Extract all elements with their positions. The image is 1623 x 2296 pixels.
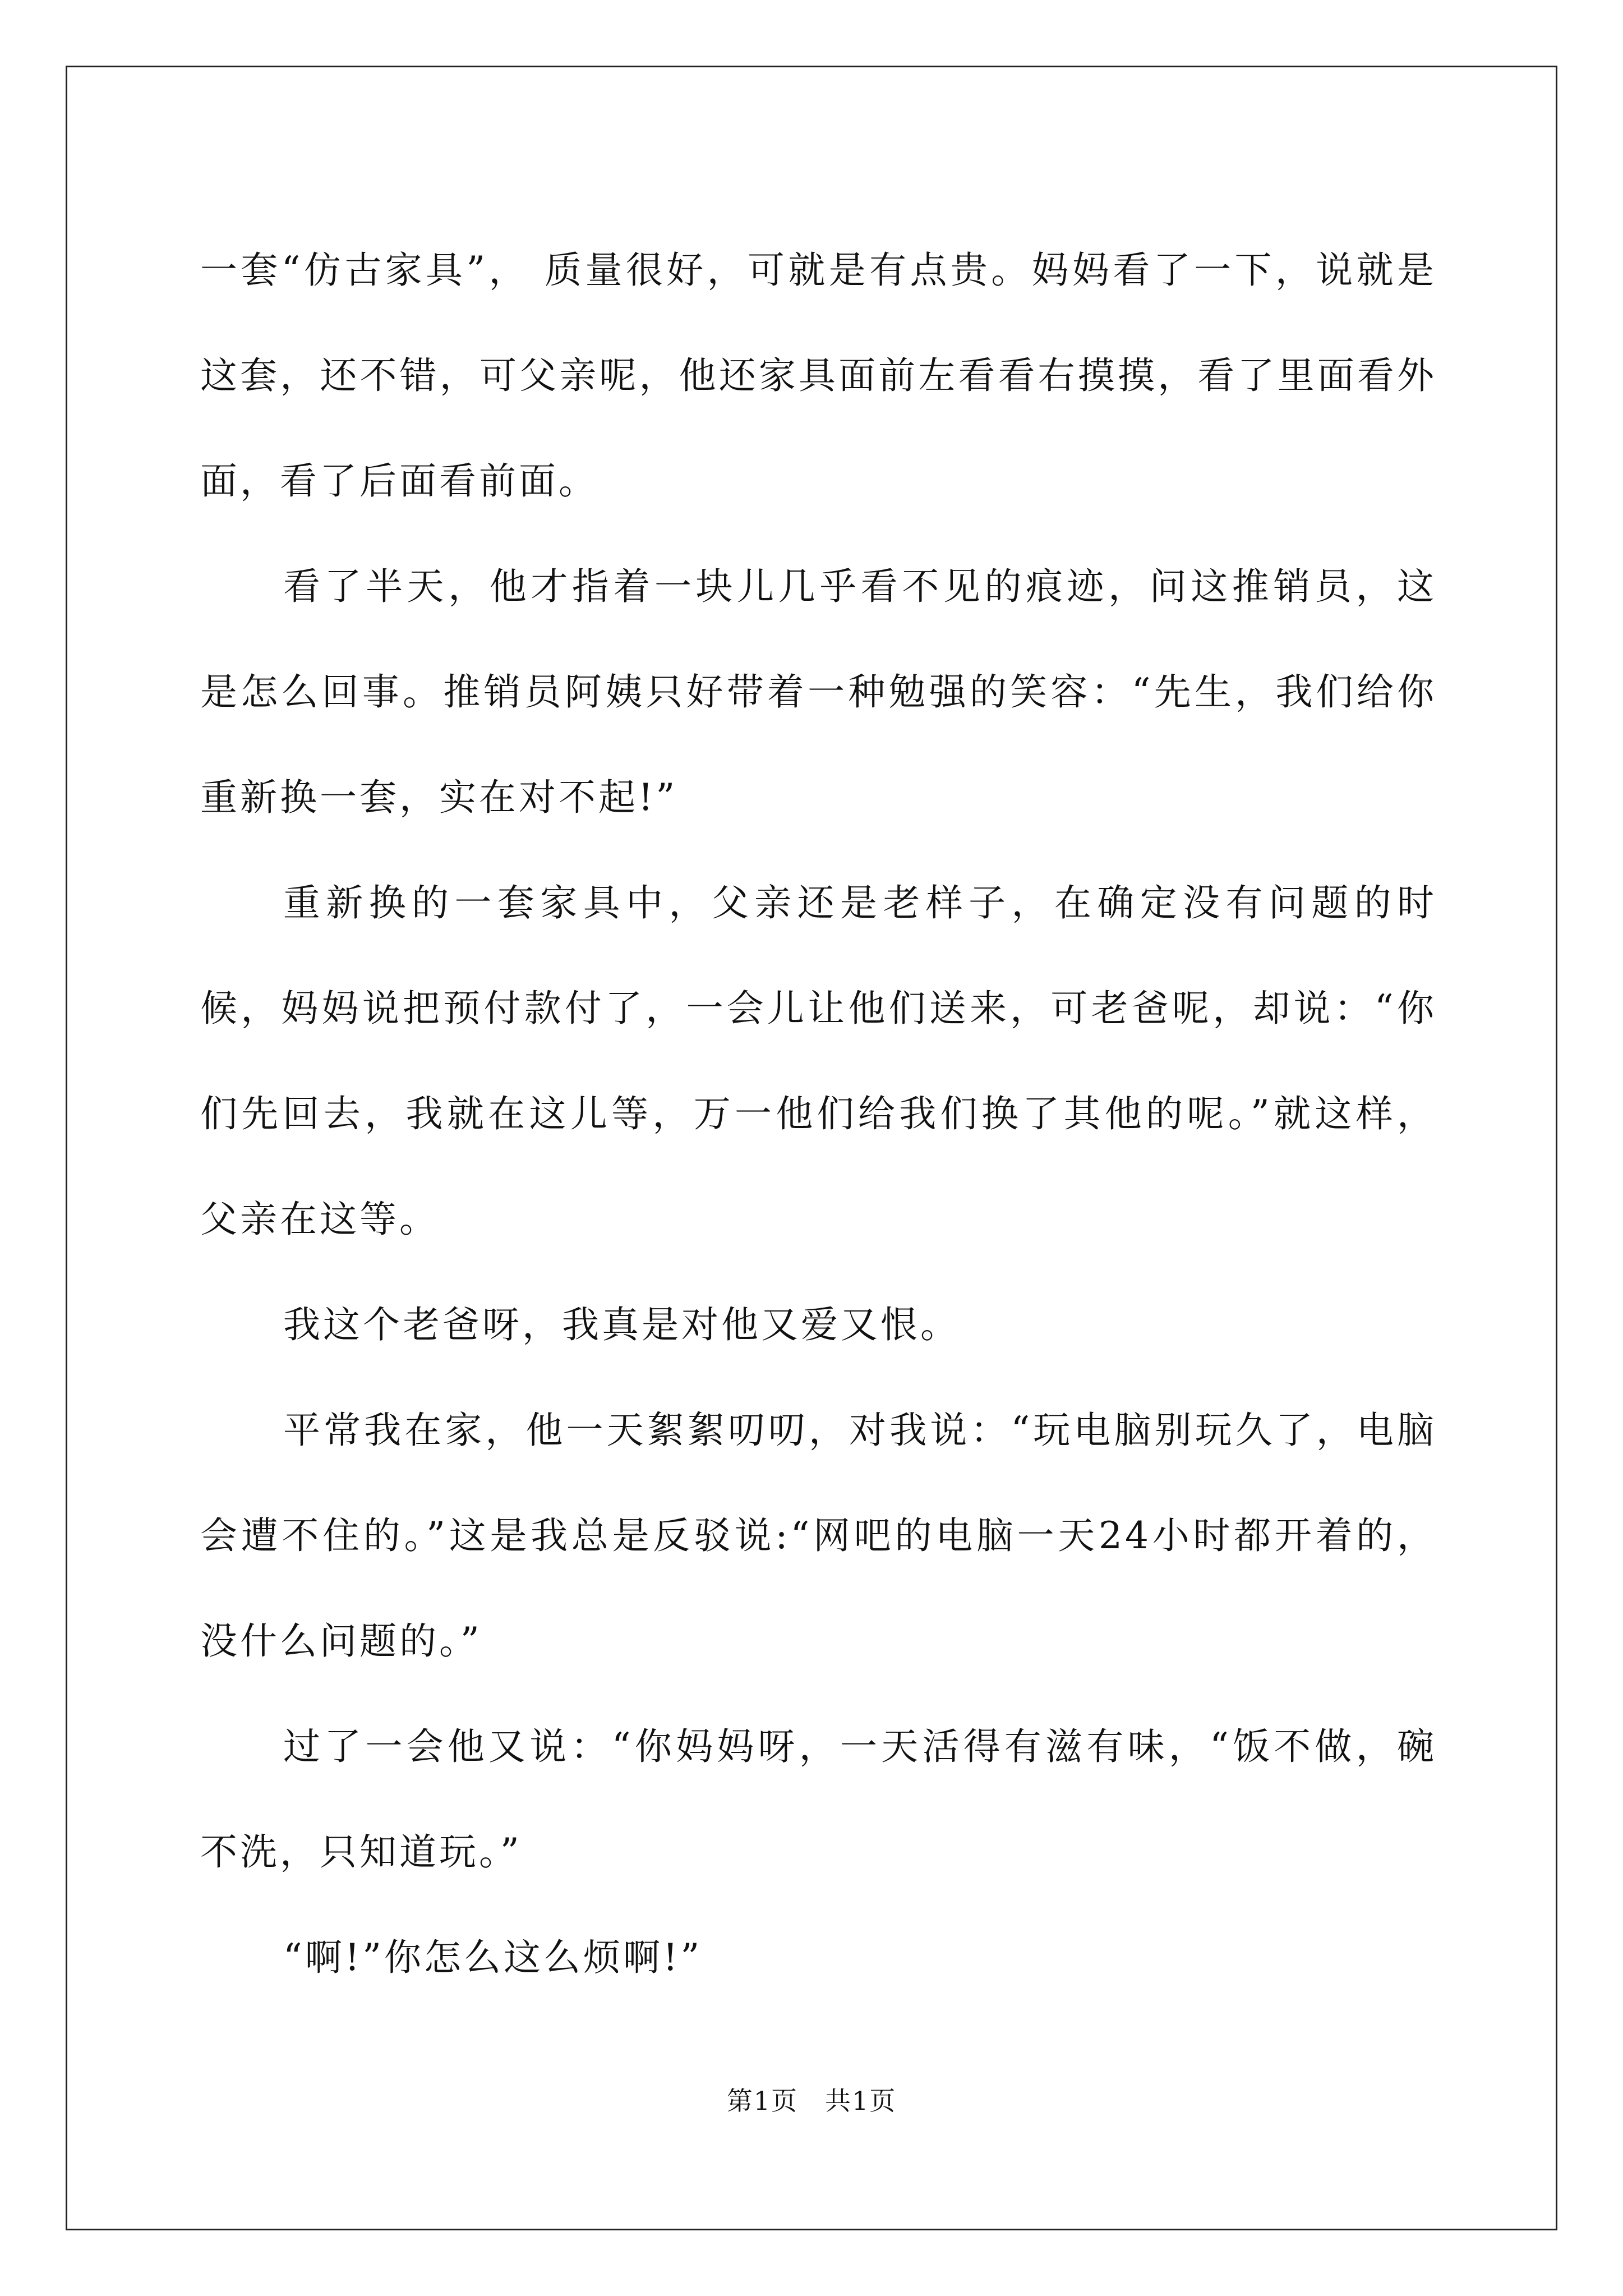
paragraph-5: 平常我在家，他一天絮絮叨叨，对我说：“玩电脑别玩久了，电脑会遭不住的。”这是我总是反驳说:“网吧的电脑一天24小时都开着的，没什么问题的。” [200,1409,1437,1663]
paragraph-3: 重新换的一套家具中，父亲还是老样子，在确定没有问题的时候，妈妈说把预付款付了，一会儿让他们送来，可老爸呢，却说：“你们先回去，我就在这儿等，万一他们给我们换了其他的呢。”就这样，父亲在这等。 [200,881,1437,1241]
paragraph-4: 我这个老爸呀，我真是对他又爱又恨。 [283,1303,960,1346]
page-number: 第1页 [726,2086,798,2116]
page-total: 共1页 [825,2086,897,2116]
paragraph-7: “啊!”你怎么这么烦啊!” [283,1936,703,1979]
paragraph-1: 一套“仿古家具”， 质量很好，可就是有点贵。妈妈看了一下，说就是这套，还不错，可父亲呢，他还家具面前左看看右摸摸，看了里面看外面，看了后面看前面。 [200,249,1437,503]
paragraph-2: 看了半天，他才指着一块儿几乎看不见的痕迹，问这推销员，这是怎么回事。推销员阿姨只好带着一种勉强的笑容：“先生，我们给你重新换一套，实在对不起!” [200,565,1437,819]
document-body [200,218,1437,2010]
paragraph-6: 过了一会他又说：“你妈妈呀，一天活得有滋有味，“饭不做，碗不洗，只知道玩。” [200,1725,1437,1874]
page-footer [0,2084,1623,2118]
